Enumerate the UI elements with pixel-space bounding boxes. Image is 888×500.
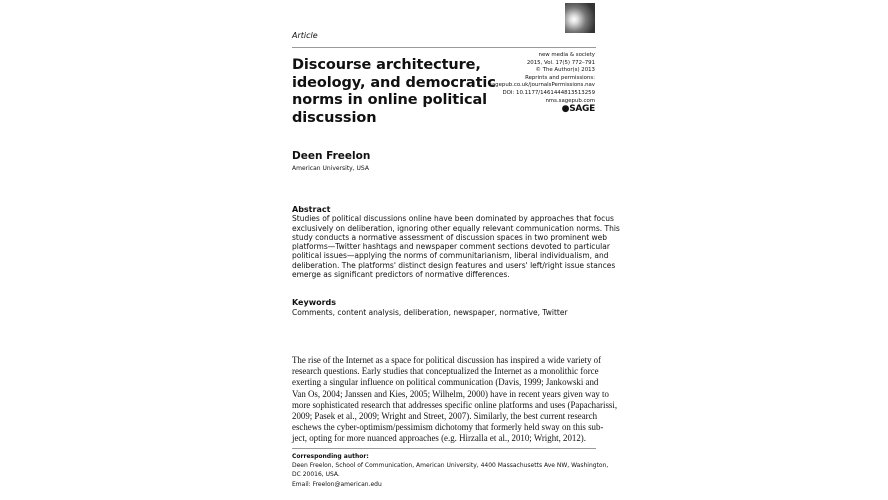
body-line: Van Os, 2004; Janssen and Kies, 2005; Wilhelm, 2000) have in recent years given way to [292,388,609,399]
journal-cover-image [565,3,595,33]
volume-info: 2015, Vol. 17(5) 772–791 [526,59,595,66]
reprints-label: Reprints and permissions: [525,74,595,81]
abstract-line: exclusively on deliberation, ignoring other equally relevant communication norms. This [292,223,620,233]
journal-url[interactable]: nms.sagepub.com [545,97,595,104]
abstract-line: political issues—applying the norms of communitarianism, liberal individualism, and [292,251,609,261]
body-line: research questions. Early studies that conceptualized the Internet as a monolithic force [292,366,599,377]
journal-metadata [480,52,595,105]
sage-s-icon: ● [561,104,570,114]
corresponding-heading: Corresponding author: [292,453,369,460]
body-line: more sophisticated research that addresses specific online platforms and uses (Papacharissi, [292,399,618,410]
body-line: The rise of the Internet as a space for political discussion has inspired a wide variety of [292,355,602,365]
corresponding-email[interactable]: Email: Freelon@american.edu [292,480,382,488]
copyright: © The Author(s) 2013 [535,67,595,74]
paper-title [292,57,496,127]
abstract-line: platforms—Twitter hashtags and newspaper comment sections devoted to particular [292,242,610,252]
doi[interactable]: DOI: 10.1177/1461444813513259 [502,89,595,96]
keywords-heading: Keywords [292,298,337,307]
title-line: norms in online political [292,92,488,108]
title-line: Discourse architecture, [292,57,481,73]
abstract-line: study conducts a normative assessment of discussion spaces in two prominent web [292,232,608,242]
author-name: Deen Freelon [292,150,371,162]
title-line: ideology, and democratic [292,74,496,91]
header-divider [292,47,596,48]
footnote-divider [292,448,596,449]
abstract-line: Studies of political discussions online have been dominated by approaches that focus [292,214,614,224]
abstract-heading: Abstract [292,205,331,214]
body-line: 2009; Pasek et al., 2009; Wright and Street, 2007). Similarly, the best current research [292,411,598,422]
keywords-section [292,298,568,318]
permissions-link[interactable]: sagepub.co.uk/journalsPermissions.nav [489,82,595,89]
article-type-label: Article [292,31,318,40]
abstract-section [292,205,620,280]
keywords-list: Comments, content analysis, deliberation, newspaper, normative, Twitter [292,308,568,317]
abstract-line: deliberation. The platforms' distinct design features and users' left/right issue stances [292,260,616,270]
journal-name: new media & society [538,52,595,58]
body-line: ject, opting for more nuanced approaches (e.g. Hirzalla et al., 2010; Wright, 2012). [292,433,586,444]
corresponding-address: Deen Freelon, School of Communication, American University, 4400 Massachusetts Ave NW, Washington, [292,462,609,470]
author-affiliation: American University, USA [292,165,369,172]
body-paragraph [292,355,618,445]
body-line: exerting a singular influence on political communication (Davis, 1999; Jankowski and [292,377,599,388]
body-line: eschews the cyber-optimism/pessimism dichotomy that formerly held sway on this sub- [292,422,604,433]
corresponding-address: DC 20016, USA. [292,471,340,479]
sage-logo: ●SAGE [561,104,595,114]
title-line: discussion [292,109,377,126]
abstract-line: emerge as significant predictors of normative differences. [292,270,510,280]
corresponding-author [292,452,608,489]
